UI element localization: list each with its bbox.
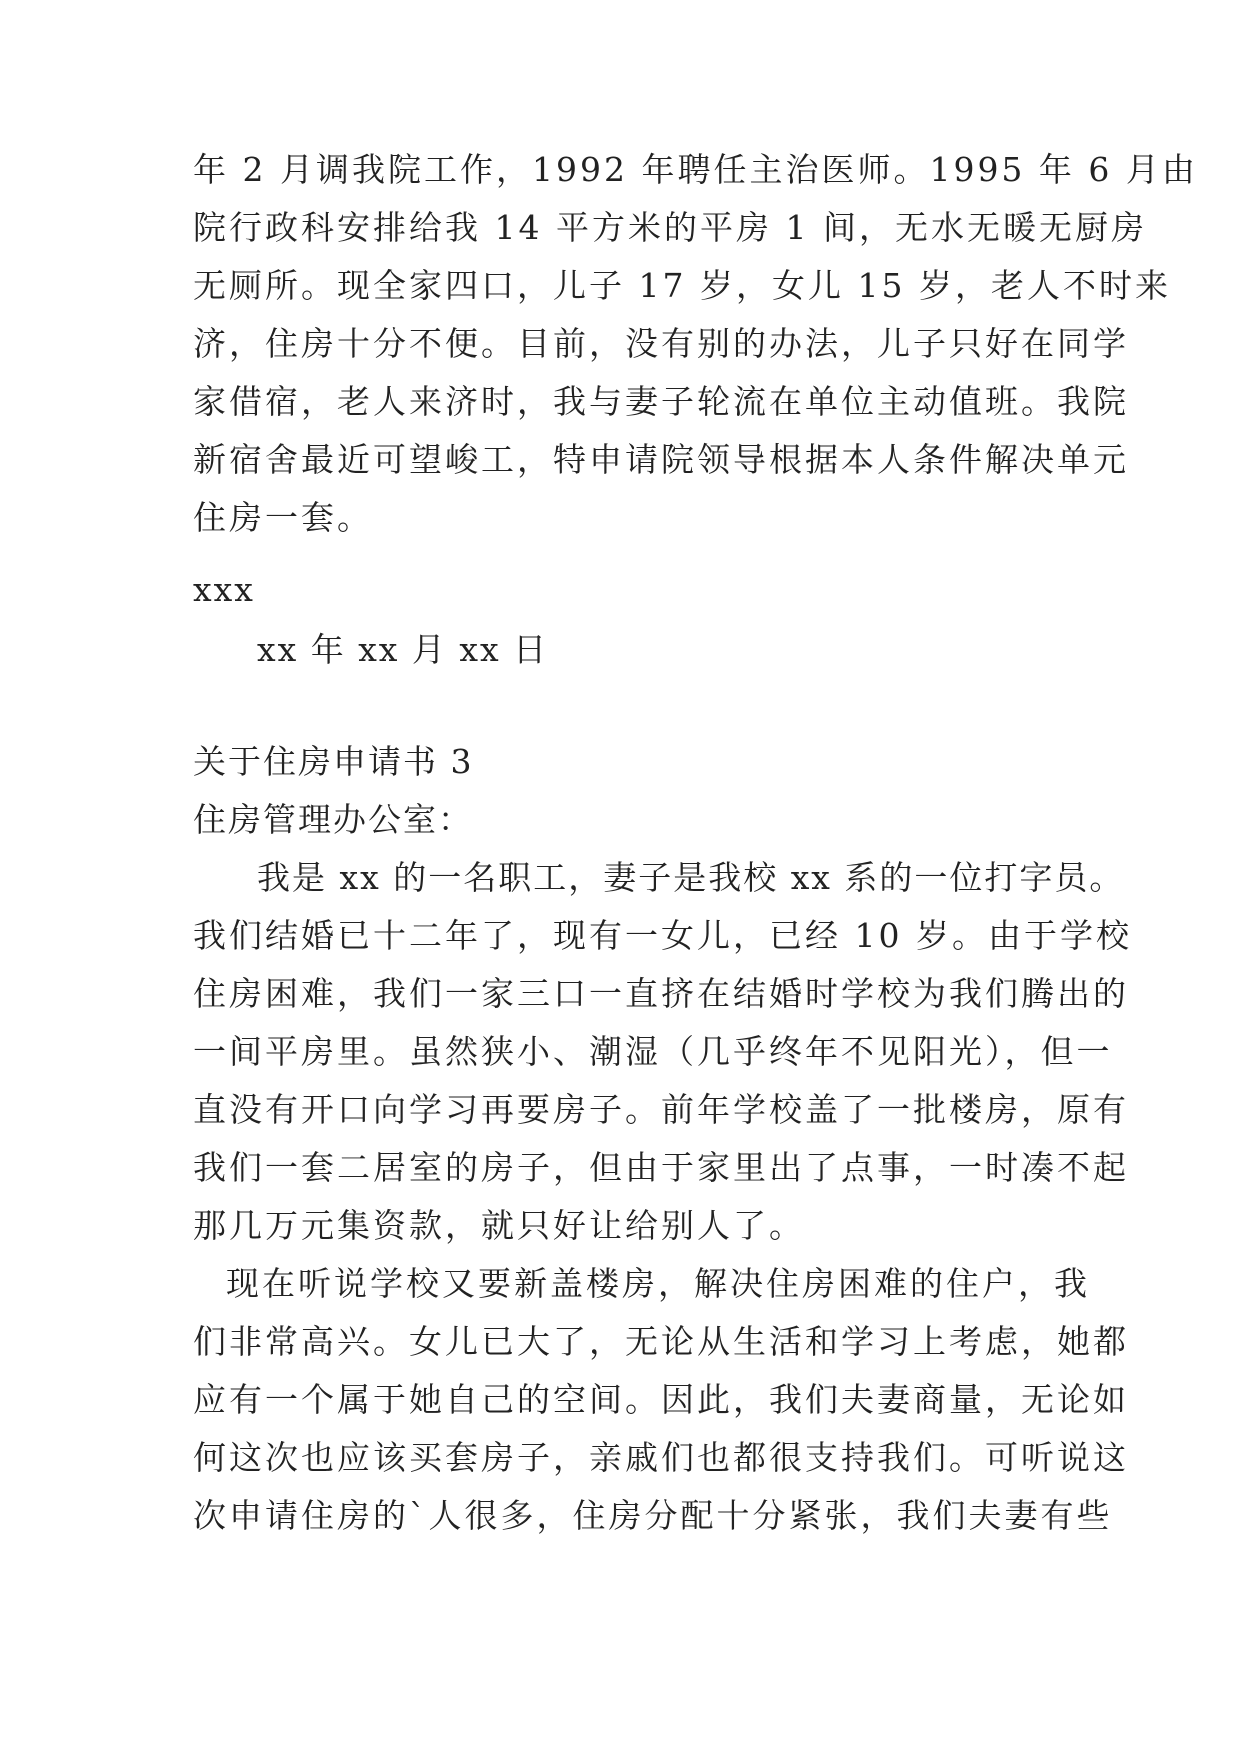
body-line: 济，住房十分不便。目前，没有别的办法，儿子只好在同学 [193, 324, 1129, 363]
signature: xxx [193, 570, 255, 609]
section-title: 关于住房申请书 3 [193, 742, 474, 781]
salutation: 住房管理办公室： [193, 800, 473, 839]
body-line: 住房一套。 [193, 498, 373, 537]
body-line: 何这次也应该买套房子，亲戚们也都很支持我们。可听说这 [193, 1438, 1129, 1477]
body-line: 院行政科安排给我 14 平方米的平房 1 间，无水无暖无厨房 [193, 208, 1147, 247]
body-line: 那几万元集资款，就只好让给别人了。 [193, 1206, 805, 1245]
body-line: 年 2 月调我院工作，1992 年聘任主治医师。1995 年 6 月由 [193, 150, 1198, 189]
body-line: 次申请住房的`人很多，住房分配十分紧张，我们夫妻有些 [193, 1496, 1113, 1535]
body-line: 家借宿，老人来济时，我与妻子轮流在单位主动值班。我院 [193, 382, 1129, 421]
body-line: 新宿舍最近可望峻工，特申请院领导根据本人条件解决单元 [193, 440, 1129, 479]
body-line: 住房困难，我们一家三口一直挤在结婚时学校为我们腾出的 [193, 974, 1129, 1013]
date-line: xx 年 xx 月 xx 日 [257, 630, 549, 669]
body-line: 现在听说学校又要新盖楼房，解决住房困难的住户，我 [226, 1264, 1090, 1303]
body-line: 我们结婚已十二年了，现有一女儿，已经 10 岁。由于学校 [193, 916, 1132, 955]
body-line: 无厕所。现全家四口，儿子 17 岁，女儿 15 岁，老人不时来 [193, 266, 1171, 305]
body-line: 我们一套二居室的房子，但由于家里出了点事，一时凑不起 [193, 1148, 1129, 1187]
body-line: 我是 xx 的一名职工，妻子是我校 xx 系的一位打字员。 [257, 858, 1125, 897]
body-line: 们非常高兴。女儿已大了，无论从生活和学习上考虑，她都 [193, 1322, 1129, 1361]
body-line: 直没有开口向学习再要房子。前年学校盖了一批楼房，原有 [193, 1090, 1129, 1129]
body-line: 应有一个属于她自己的空间。因此，我们夫妻商量，无论如 [193, 1380, 1129, 1419]
body-line: 一间平房里。虽然狭小、潮湿（几乎终年不见阳光），但一 [193, 1032, 1113, 1071]
